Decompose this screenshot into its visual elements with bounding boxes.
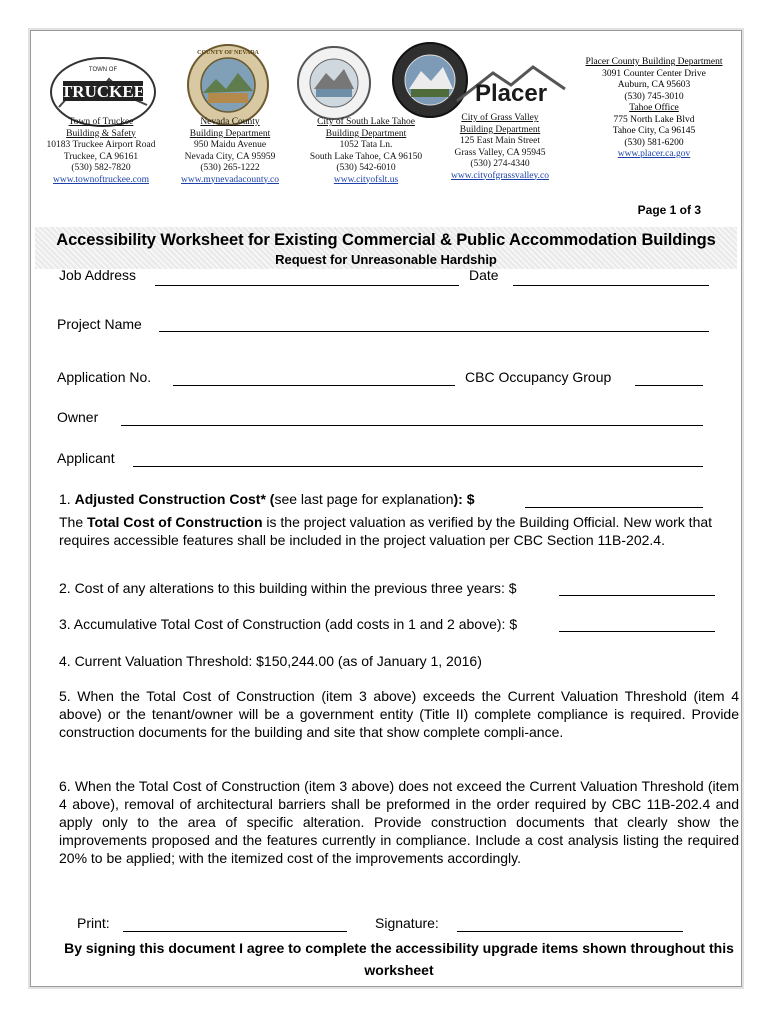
project-name-input[interactable] — [159, 331, 709, 332]
agency-web-link[interactable]: www.cityofgrassvalley.co — [451, 170, 549, 181]
item-1-bold: Adjusted Construction Cost* ( — [74, 491, 275, 507]
tahoe-office-label: Tahoe Office — [629, 103, 679, 113]
cbc-occupancy-group-label: CBC Occupancy Group — [465, 369, 612, 385]
item-3-amount-input[interactable] — [559, 631, 715, 632]
agency-phone: (530) 582-7820 — [71, 163, 131, 173]
tahoe-address: 775 North Lake Blvd — [613, 114, 695, 125]
agency-city: South Lake Tahoe, CA 96150 — [309, 151, 423, 162]
item-3: 3. Accumulative Total Cost of Construction (add costs in 1 and 2 above): $ — [59, 616, 518, 632]
placer-web-link[interactable]: www.placer.ca.gov — [617, 149, 691, 159]
item-2-amount-input[interactable] — [559, 595, 715, 596]
cbc-occupancy-group-input[interactable] — [635, 385, 703, 386]
job-address-label: Job Address — [59, 267, 137, 283]
agency-phone: (530) 265-1222 — [200, 163, 260, 173]
agency-phone: (530) 745-3010 — [624, 91, 684, 102]
south-lake-tahoe-seal — [296, 45, 372, 121]
item-5: 5. When the Total Cost of Construction (item 3 above) exceeds the Current Valuation Threshold (item 4 above) or the tenant/owner will be a government entity (Title II) complete compliance is required. Provide construction documents for the building and site that show complete compli-ance. — [59, 688, 739, 740]
agency-address: 1052 Tata Ln. — [339, 140, 393, 150]
agency-phone: (530) 274-4340 — [470, 159, 530, 169]
item-1-number: 1. — [59, 491, 75, 507]
application-no-input[interactable] — [173, 385, 455, 386]
agency-name: City of South Lake Tahoe — [317, 117, 415, 127]
item-6: 6. When the Total Cost of Construction (item 3 above) does not exceed the Current Valuation Threshold (item 4 above), removal of architectural barriers shall be preformed in the order required by CBC 11B-202.4 and apply only to the area of specific alteration. Provide construction documents that clearly show the improvements proposed and the features currently in compliance. Include a cost analysis listing the required 20% to be applied; with the itemized cost of the improvements accordingly. — [59, 778, 739, 866]
agency-city: Grass Valley, CA 95945 — [454, 147, 546, 158]
agency-placer-county — [579, 57, 729, 161]
title-band — [35, 227, 737, 269]
date-input[interactable] — [513, 285, 709, 286]
agency-south-lake-tahoe — [295, 117, 437, 186]
agency-city: Truckee, CA 96161 — [63, 151, 139, 162]
agency-dept: Building Department — [325, 128, 407, 139]
agency-truckee — [33, 117, 169, 186]
tc-pre: The — [59, 514, 88, 530]
truckee-logo-text: TRUCKEE — [60, 82, 146, 101]
tahoe-phone: (530) 581-6200 — [624, 137, 684, 148]
agency-address: 3091 Counter Center Drive — [602, 68, 706, 79]
total-cost-definition — [59, 513, 739, 549]
nevada-county-seal — [186, 43, 270, 127]
placer-logo — [449, 53, 567, 105]
page-number: Page 1 of 3 — [637, 203, 701, 217]
item-2: 2. Cost of any alterations to this building within the previous three years: $ — [59, 580, 517, 596]
agency-dept: Building & Safety — [66, 128, 136, 139]
truckee-logo-top: TOWN OF — [88, 67, 118, 73]
applicant-input[interactable] — [133, 466, 703, 467]
tahoe-city: Tahoe City, Ca 96145 — [612, 126, 696, 136]
item-1-text: see last page for explanation — [274, 491, 454, 507]
nevada-seal-text: COUNTY OF NEVADA — [197, 50, 259, 56]
agency-grass-valley — [441, 113, 559, 182]
agency-address: 125 East Main Street — [460, 136, 540, 146]
placer-logo-text: Placer — [475, 80, 548, 105]
item-1-amount-input[interactable] — [525, 507, 703, 508]
agency-phone: (530) 542-6010 — [336, 163, 396, 173]
agency-web-link[interactable]: www.cityofslt.us — [333, 174, 399, 185]
signature-input[interactable] — [457, 931, 683, 932]
page-subtitle: Request for Unreasonable Hardship — [275, 252, 497, 267]
item-1 — [59, 491, 474, 507]
header — [31, 31, 741, 227]
agency-name: Town of Truckee — [68, 117, 134, 127]
agency-name: Nevada County — [200, 117, 260, 127]
agency-web-link[interactable]: www.mynevadacounty.co — [181, 174, 279, 185]
date-label: Date — [469, 267, 499, 283]
agreement-statement: By signing this document I agree to complete the accessibility upgrade items shown throughout this worksheet — [64, 940, 734, 978]
application-no-label: Application No. — [57, 369, 152, 385]
agency-dept: Building Department — [189, 128, 271, 139]
tc-text: is the project valuation as verified by the Building Official. New work that requires accessible features shall be included in the project valuation per CBC Section 11B-202.4. — [59, 514, 713, 548]
document-frame — [30, 30, 742, 987]
agency-name: City of Grass Valley — [461, 113, 539, 123]
job-address-input[interactable] — [155, 285, 459, 286]
owner-input[interactable] — [121, 425, 703, 426]
page-title: Accessibility Worksheet for Existing Commercial & Public Accommodation Buildings — [56, 231, 716, 249]
agency-city: Nevada City, CA 95959 — [184, 151, 276, 162]
print-input[interactable] — [123, 931, 347, 932]
project-name-label: Project Name — [57, 316, 142, 332]
agency-address: 950 Maidu Avenue — [193, 140, 267, 150]
tc-bold: Total Cost of Construction — [87, 514, 263, 530]
applicant-label: Applicant — [57, 450, 115, 466]
item-1-end: ): $ — [453, 491, 475, 507]
agency-web-link[interactable]: www.townoftruckee.com — [53, 174, 149, 185]
agency-dept: Building Department — [459, 124, 541, 135]
signature-label: Signature: — [375, 915, 439, 931]
agency-name: Placer County Building Department — [585, 57, 723, 67]
agency-city: Auburn, CA 95603 — [617, 80, 691, 90]
print-label: Print: — [77, 915, 110, 931]
item-4: 4. Current Valuation Threshold: $150,244.00 (as of January 1, 2016) — [59, 653, 482, 669]
agency-nevada-county — [171, 117, 289, 186]
agency-address: 10183 Truckee Airport Road — [46, 140, 156, 150]
owner-label: Owner — [57, 409, 99, 425]
